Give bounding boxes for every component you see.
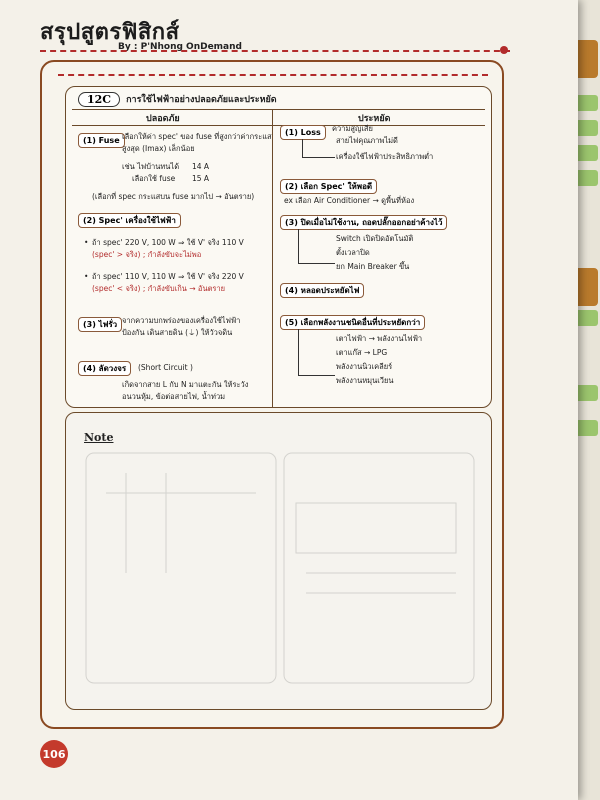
column-header-safety: ปลอดภัย <box>146 114 180 124</box>
page-number: 106 <box>40 740 68 768</box>
fuse-note: (เลือกที่ spec กระแสบน fuse มากไป → อันตราย) <box>92 192 255 201</box>
note-label: Note <box>84 431 114 444</box>
loss-item: สายไฟคุณภาพไม่ดี <box>336 136 398 145</box>
energy-item: พลังงานนิวเคลียร์ <box>336 362 393 371</box>
energy-item: เตาแก๊ส → LPG <box>336 348 388 357</box>
fuse-example: เลือกใช้ fuse <box>132 174 176 183</box>
header-divider-dot <box>500 46 508 54</box>
book-title: สรุปสูตรฟิสิกส์ <box>40 20 180 45</box>
summary-section <box>65 86 492 408</box>
spec-select-example: ex เลือก Air Conditioner → ดูพื้นที่ห้อง <box>284 196 415 205</box>
turn-off-label: (3) ปิดเมื่อไม่ใช้งาน, ถอดปลั๊กออกอย่าค้างไว้ <box>280 215 447 230</box>
column-divider <box>272 109 273 407</box>
saving-lamp-label: (4) หลอดประหยัดไฟ <box>280 283 364 298</box>
fuse-example-value: 14 A <box>192 162 210 171</box>
leak-desc: จากความบกพร่องของเครื่องใช้ไฟฟ้า <box>122 316 241 325</box>
fuse-desc: เลือกให้ค่า spec' ของ fuse ที่สูงกว่าค่ากระแส <box>122 132 272 141</box>
bracket-line <box>298 329 335 376</box>
short-circuit-desc: เกิดจากสาย L กับ N มาแตะกัน ให้ระวัง <box>122 380 249 389</box>
note-area <box>65 412 492 710</box>
short-circuit-english: (Short Circuit ) <box>138 363 193 372</box>
spec-case-result: (spec' > จริง) ; กำลังขับจะไม่พอ <box>92 250 202 259</box>
fuse-label: (1) Fuse <box>78 133 125 148</box>
fuse-example: เช่น ไฟบ้านทนได้ <box>122 162 180 171</box>
loss-item: เครื่องใช้ไฟฟ้าประสิทธิภาพต่ำ <box>336 152 434 161</box>
section-heading <box>78 91 277 107</box>
bullet-icon: • <box>84 238 89 247</box>
spec-case: ถ้า spec' 220 V, 100 W ⇒ ใช้ V' จริง 110 V <box>92 238 244 247</box>
spec-case: ถ้า spec' 110 V, 110 W ⇒ ใช้ V' จริง 220 V <box>92 272 244 281</box>
frame-divider <box>58 74 488 84</box>
divider <box>72 125 485 126</box>
leak-desc: ป้องกัน เดินสายดิน (⏚) ให้วัวจดิน <box>122 328 233 337</box>
fuse-example-value: 15 A <box>192 174 210 183</box>
header-divider <box>40 50 510 52</box>
leak-label: (3) ไฟรั่ว <box>78 317 122 332</box>
spec-select-label: (2) เลือก Spec' ให้พอดี <box>280 179 377 194</box>
energy-item: เตาไฟฟ้า → พลังงานไฟฟ้า <box>336 334 423 343</box>
section-title: การใช้ไฟฟ้าอย่างปลอดภัยและประหยัด <box>126 95 277 105</box>
turn-off-item: Switch เปิดปิดอัตโนมัติ <box>336 234 414 243</box>
fuse-desc: สูงสุด (Imax) เล็กน้อย <box>122 144 195 153</box>
loss-item: ความสูญเสีย <box>332 124 373 133</box>
show-through-illustration <box>66 413 491 709</box>
short-circuit-desc: อนวนหุ้ม, ข้อต่อสายไฟ, น้ำท่วม <box>122 392 226 401</box>
bullet-icon: • <box>84 272 89 281</box>
energy-label: (5) เลือกพลังงานชนิดอื่นที่ประหยัดกว่า <box>280 315 425 330</box>
spec-label: (2) Spec' เครื่องใช้ไฟฟ้า <box>78 213 181 228</box>
short-circuit-label: (4) ลัดวงจร <box>78 361 131 376</box>
turn-off-item: ยก Main Breaker ขึ้น <box>336 262 410 271</box>
loss-label: (1) Loss <box>280 125 326 140</box>
column-header-saving: ประหยัด <box>358 114 391 124</box>
bracket-line <box>302 139 335 158</box>
section-code: 12C <box>78 92 120 107</box>
bracket-line <box>298 229 335 264</box>
turn-off-item: ตั้งเวลาปิด <box>336 248 370 257</box>
spec-case-result: (spec' < จริง) ; กำลังขับเกิน → อันตราย <box>92 284 226 293</box>
author-line: By : P'Nhong OnDemand <box>118 42 242 52</box>
energy-item: พลังงานหมุนเวียน <box>336 376 394 385</box>
divider <box>72 109 485 110</box>
